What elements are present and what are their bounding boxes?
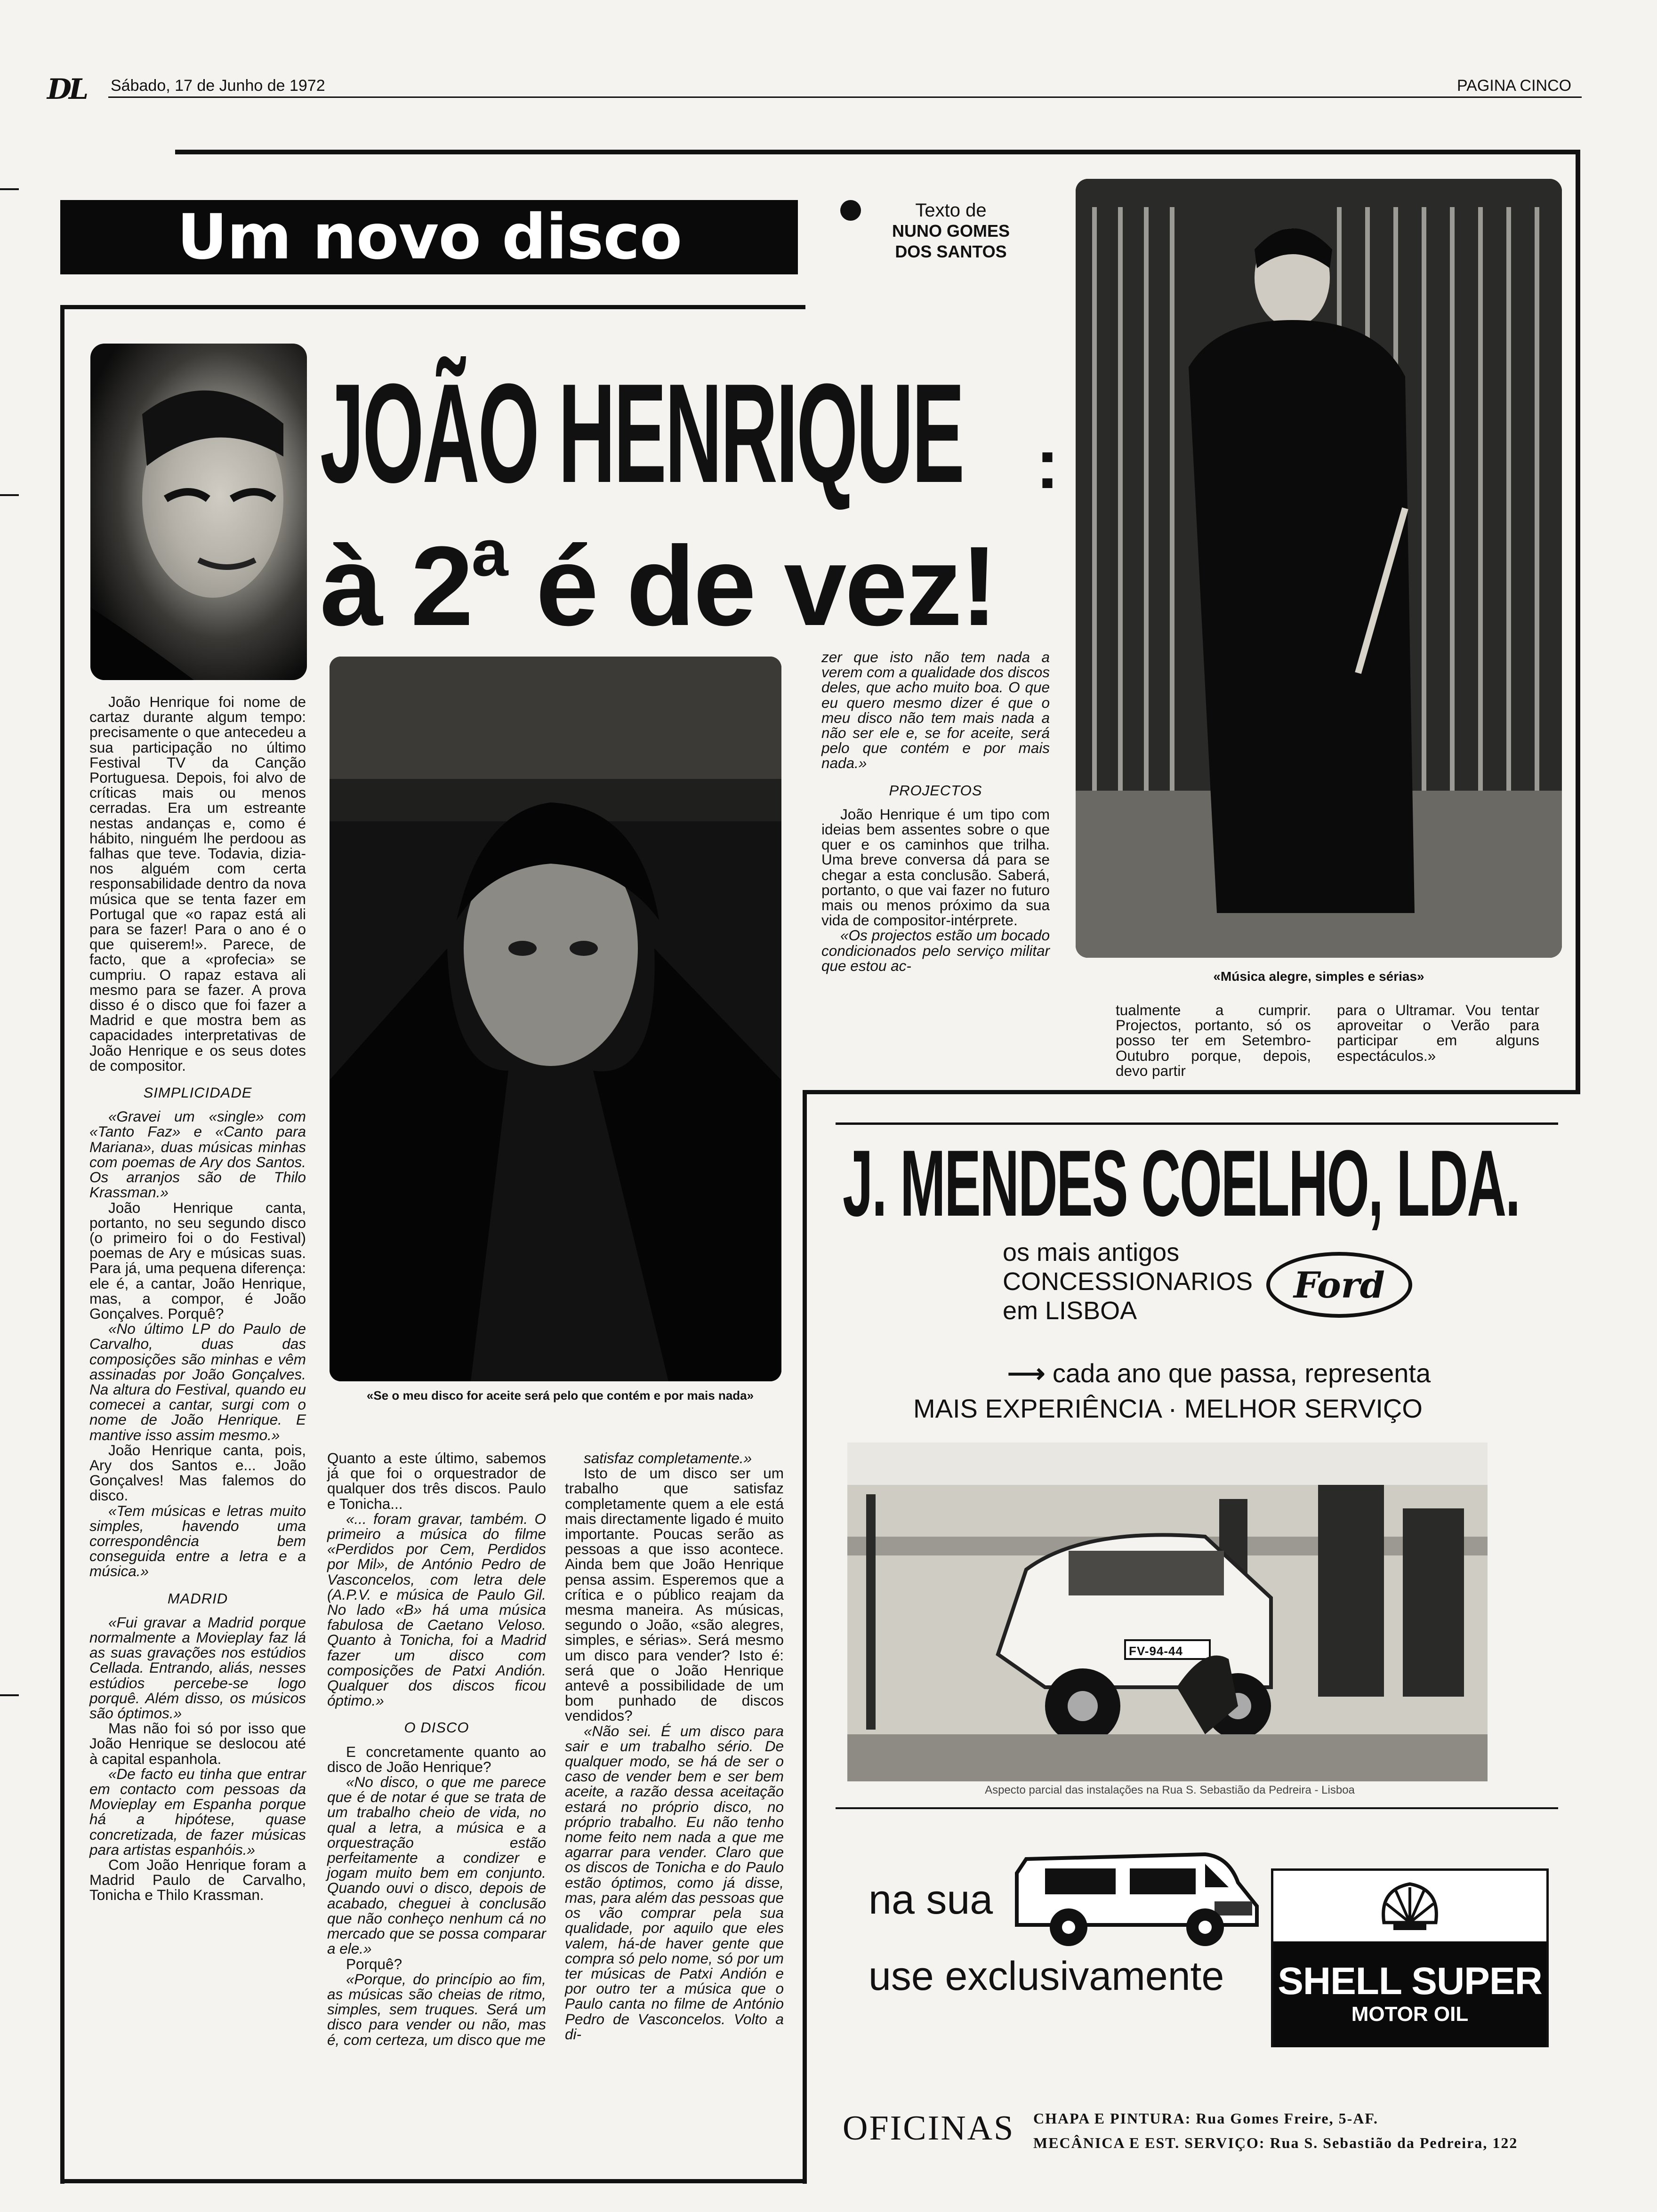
- article-frame-mid-horizontal: [803, 1090, 1580, 1094]
- ad-line-1: os mais antigos: [1003, 1238, 1180, 1266]
- article-frame-right-upper: [1576, 150, 1580, 1094]
- paragraph: Quanto a este último, sabemos já que foi o orquestrador de qualquer dos três discos. Paulo e Tonicha...: [327, 1450, 546, 1512]
- header-thin-rule: [108, 96, 1582, 98]
- ad-top-rule: [836, 1122, 1558, 1125]
- van-illustration: [1007, 1831, 1271, 1953]
- article-frame-bottom: [60, 2179, 807, 2183]
- paragraph: João Henrique canta, portanto, no seu segundo disco (o primeiro foi o do Festival) poemas de Ary e músicas suas. Para já, uma pequena diferença: ele é, a cantar, João Henrique, mas, a compor, é João Gonçalves. Porquê?: [89, 1199, 306, 1322]
- article-column-1: [89, 694, 306, 1903]
- headline-suffix: é de vez!: [506, 523, 996, 649]
- headline-line1: [320, 354, 1083, 518]
- ad-company-name: [843, 1131, 1558, 1236]
- section-title: Um novo disco: [177, 201, 682, 273]
- margin-mark: [0, 494, 19, 496]
- ford-logo: [1266, 1252, 1412, 1318]
- title-underline: [60, 305, 805, 309]
- shell-super-text: SHELL SUPER: [1278, 1960, 1542, 2003]
- article-intro: João Henrique foi nome de cartaz durante algum tempo: precisamente o que antecedeu a sua participação no último Festival TV da Canção Portuguesa. Depois, foi alvo de críticas mais ou menos cerradas. Era um estreante nestas andanças e, como é hábito, ninguém lhe perdoou as falhas que teve. Todavia, dizia-nos alguém com certa responsabilidade dentro da nova música que se tenta fazer em Portugal que «o rapaz está ali para se fazer! Para o ano é o que quiserem!». Parece, de facto, que a «profecia» se cumpriu. O rapaz estava ali mesmo para se fazer. A prova disso é o disco que foi fazer a Madrid e que mostra bem as capacidades interpretativas de João Henrique e os seus dotes de compositor.: [89, 693, 306, 1074]
- portrait-face-icon: [90, 344, 307, 680]
- headline-colon: :: [1036, 424, 1059, 503]
- article-column-4: [821, 649, 1050, 973]
- shell-emblem: [1273, 1871, 1546, 1941]
- portrait-photo-small: [90, 344, 307, 680]
- standing-figure-icon: [1076, 179, 1562, 958]
- ad-address-1: CHAPA E PINTURA: Rua Gomes Freire, 5-AF.: [1033, 2110, 1378, 2127]
- article-column-5: tualmente a cumprir. Projectos, portanto, só os posso ter em Setembro-Outubro porque, depois, devo partir: [1116, 1002, 1311, 1079]
- article-column-3: [565, 1451, 784, 2042]
- byline-label: Texto de: [915, 200, 987, 221]
- ad-tagline-2: MAIS EXPERIÊNCIA · MELHOR SERVIÇO: [913, 1394, 1423, 1423]
- photo-standing: [1076, 179, 1562, 958]
- ad-photo-caption: Aspecto parcial das instalações na Rua S. Sebastião da Pedreira - Lisboa: [985, 1784, 1355, 1796]
- shell-black-panel: [1273, 1941, 1546, 2047]
- header-page: PAGINA CINCO: [1457, 77, 1572, 95]
- masthead-logo: [47, 73, 104, 106]
- article-frame-mid-vertical: [803, 1090, 807, 2184]
- paragraph: «Tem músicas e letras muito simples, havendo uma correspondência bem conseguida entre a letra e a música.»: [89, 1502, 306, 1580]
- byline: [876, 200, 1026, 262]
- workshop-car-icon: [847, 1443, 1488, 1781]
- photo-center: [330, 657, 781, 1381]
- ad-oficinas: OFICINAS: [843, 2109, 1015, 2148]
- paragraph: satisfaz completamente.»: [584, 1450, 752, 1467]
- headline-name: JOÃO HENRIQUE: [320, 354, 963, 512]
- ad-intro-block: [1003, 1238, 1253, 1325]
- paragraph: Mas não foi só por isso que João Henrique se deslocou até à capital espanhola.: [89, 1720, 306, 1767]
- paragraph: João Henrique é um tipo com ideias bem assentes sobre o que quer e os caminhos que trilha. Uma breve conversa dá para se chegar a esta conclusão. Saberá, portanto, o que vai fazer no futuro mais ou menos próximo da sua vida de compositor-intérprete.: [821, 805, 1050, 929]
- subhead-simplicidade: SIMPLICIDADE: [143, 1084, 252, 1101]
- section-title-box: [60, 200, 798, 274]
- article-frame-left: [60, 306, 64, 2184]
- headline-superscript: a: [471, 516, 507, 590]
- article-column-2: [327, 1451, 546, 2047]
- ad-line-2: CONCESSIONARIOS: [1003, 1267, 1253, 1296]
- ad-workshop-photo: [847, 1443, 1488, 1781]
- paragraph: «No último LP do Paulo de Carvalho, duas das composições são minhas e vêm assinadas por João Gonçalves. Na altura do Festival, quando eu comecei a cantar, surgi com o nome de João Henrique. E mantive isso assim mesmo.»: [89, 1320, 306, 1443]
- ad-line-3: em LISBOA: [1003, 1297, 1137, 1325]
- ad-tagline-1: [1007, 1358, 1431, 1389]
- shell-motor-oil-text: MOTOR OIL: [1351, 2003, 1469, 2026]
- car-plate: FV-94-44: [1129, 1644, 1183, 1658]
- paragraph: Porquê?: [346, 1955, 402, 1972]
- paragraph: Com João Henrique foram a Madrid Paulo de Carvalho, Tonicha e Thilo Krassman.: [89, 1856, 306, 1904]
- ad-use-exclusivamente: use exclusivamente: [869, 1954, 1224, 1999]
- header-thick-rule: [175, 150, 1576, 154]
- ad-addresses: [1033, 2106, 1518, 2155]
- article-column-6: para o Ultramar. Vou tentar aproveitar o Verão para participar em alguns espectáculos.»: [1337, 1002, 1539, 1064]
- paragraph: E concretamente quanto ao disco de João Henrique?: [327, 1743, 546, 1775]
- byline-author-1: NUNO GOMES: [892, 221, 1010, 240]
- ad-na-sua: na sua: [869, 1876, 993, 1923]
- paragraph: João Henrique canta, pois, Ary dos Santos e... João Gonçalves! Mas falemos do disco.: [89, 1441, 306, 1504]
- shell-logo-box: [1271, 1868, 1549, 2047]
- byline-author-2: DOS SANTOS: [895, 242, 1007, 261]
- paragraph: «Fui gravar a Madrid porque normalmente a Movieplay faz lá as suas gravações nos estúdios Cellada. Entrando, aliás, nesses estúdios percebe-se logo porquê. Além disso, os músicos são óptimos.»: [89, 1613, 306, 1722]
- paragraph: «De facto eu tinha que entrar em contacto com pessoas da Movieplay em Espanha porque há a hipótese, quase concretizada, de fazer músicas para artistas espanhóis.»: [89, 1765, 306, 1858]
- logo-text: DL: [47, 73, 86, 106]
- paragraph: «... foram gravar, também. O primeiro a música do filme «Perdidos por Cem, Perdidos por Mil», de António Pedro de Vasconcelos, com letra dele (A.P.V. e música de Paulo Gil. No lado «B» há uma música fabulosa de Caetano Veloso. Quanto à Tonicha, foi a Madrid fazer um disco com composições de Patxi Andión. Qualquer dos discos ficou óptimo.»: [327, 1510, 546, 1709]
- paragraph: zer que isto não tem nada a verem com a qualidade dos discos deles, que acho muito boa. O que eu quero mesmo dizer é que o meu disco não tem mais nada a não ser ele e, se for aceite, será pelo que contém e por mais nada.»: [821, 649, 1050, 772]
- subhead-o-disco: O DISCO: [404, 1719, 469, 1736]
- ad-tagline-1-text: cada ano que passa, representa: [1052, 1358, 1431, 1388]
- shell-icon: [1379, 1880, 1440, 1932]
- ad-divider: [836, 1807, 1558, 1809]
- subhead-madrid: MADRID: [167, 1590, 228, 1607]
- caption-center-photo: «Se o meu disco for aceite será pelo que contém e por mais nada»: [366, 1388, 754, 1403]
- paragraph: «No disco, o que me parece que é de notar é que se trata de um trabalho cheio de vida, no qual a letra, a música e a orquestração estão perfeitamente a condizer e jogam muito bem em conjunto. Quando ouvi o disco, depois de acabado, cheguei à conclusão que não conheço nenhum cá no mercado que se possa comparar a ele.»: [327, 1773, 546, 1957]
- paragraph: «Porque, do princípio ao fim, as músicas são cheias de ritmo, simples, sem truques. Será um disco para vender ou não, mas é, com certeza, um disco que me: [327, 1970, 546, 2048]
- margin-mark: [0, 1694, 19, 1696]
- margin-mark: [0, 188, 19, 190]
- ad-company-text: J. MENDES COELHO, LDA.: [843, 1131, 1520, 1236]
- ford-logo-text: Ford: [1294, 1264, 1385, 1306]
- byline-bullet: [840, 200, 861, 221]
- paragraph: Isto de um disco ser um trabalho que satisfaz completamente quem a ele está mais directamente ligado é muito importante. Poucas serão as pessoas a que isso acontece. Ainda bem que João Henrique pensa assim. Esperemos que a crítica e o público reajam da mesma maneira. As músicas, segundo o João, «são alegres, simples, e sérias». Será mesmo um disco para vender? Isto é: será que o João Henrique antevê a possibilidade de um bom punhado de discos vendidos?: [565, 1465, 784, 1724]
- subhead-projectos: PROJECTOS: [889, 782, 982, 799]
- ad-address-2: MECÂNICA E EST. SERVIÇO: Rua S. Sebastião da Pedreira, 122: [1033, 2134, 1518, 2151]
- header-date: Sábado, 17 de Junho de 1972: [111, 77, 325, 95]
- caption-right-photo: «Música alegre, simples e sérias»: [1213, 969, 1424, 984]
- center-portrait-icon: [330, 657, 781, 1381]
- headline-line2: [320, 516, 996, 649]
- arrow-right-icon: ⟶: [1007, 1358, 1053, 1388]
- paragraph: «Gravei um «single» com «Tanto Faz» e «Canto para Mariana», duas músicas minhas com poemas de Ary dos Santos. Os arranjos são de Thilo Krassman.»: [89, 1108, 306, 1201]
- headline-prefix: à 2: [320, 523, 472, 649]
- van-icon: [1007, 1831, 1271, 1953]
- paragraph: «Não sei. É um disco para sair e um trabalho sério. De qualquer modo, se há de ser o caso de vender bem e ser bem aceite, a razão dessa aceitação estará no próprio disco, no próprio trabalho. Eu não tenho nome feito nem nada a que me agarrar para vender. Claro que os discos de Tonicha e do Paulo estão óptimos, como já disse, mas, para além das pessoas que os vão comprar pela sua qualidade, por aquilo que eles valem, há-de haver gente que compra só pelo nome, só por um ter músicas de Patxi Andión e por outro ter a música que o Paulo canta no filme de António Pedro de Vasconcelos. Volto a di-: [565, 1722, 784, 2043]
- paragraph: «Os projectos estão um bocado condicionados pelo serviço militar que estou ac-: [821, 927, 1050, 974]
